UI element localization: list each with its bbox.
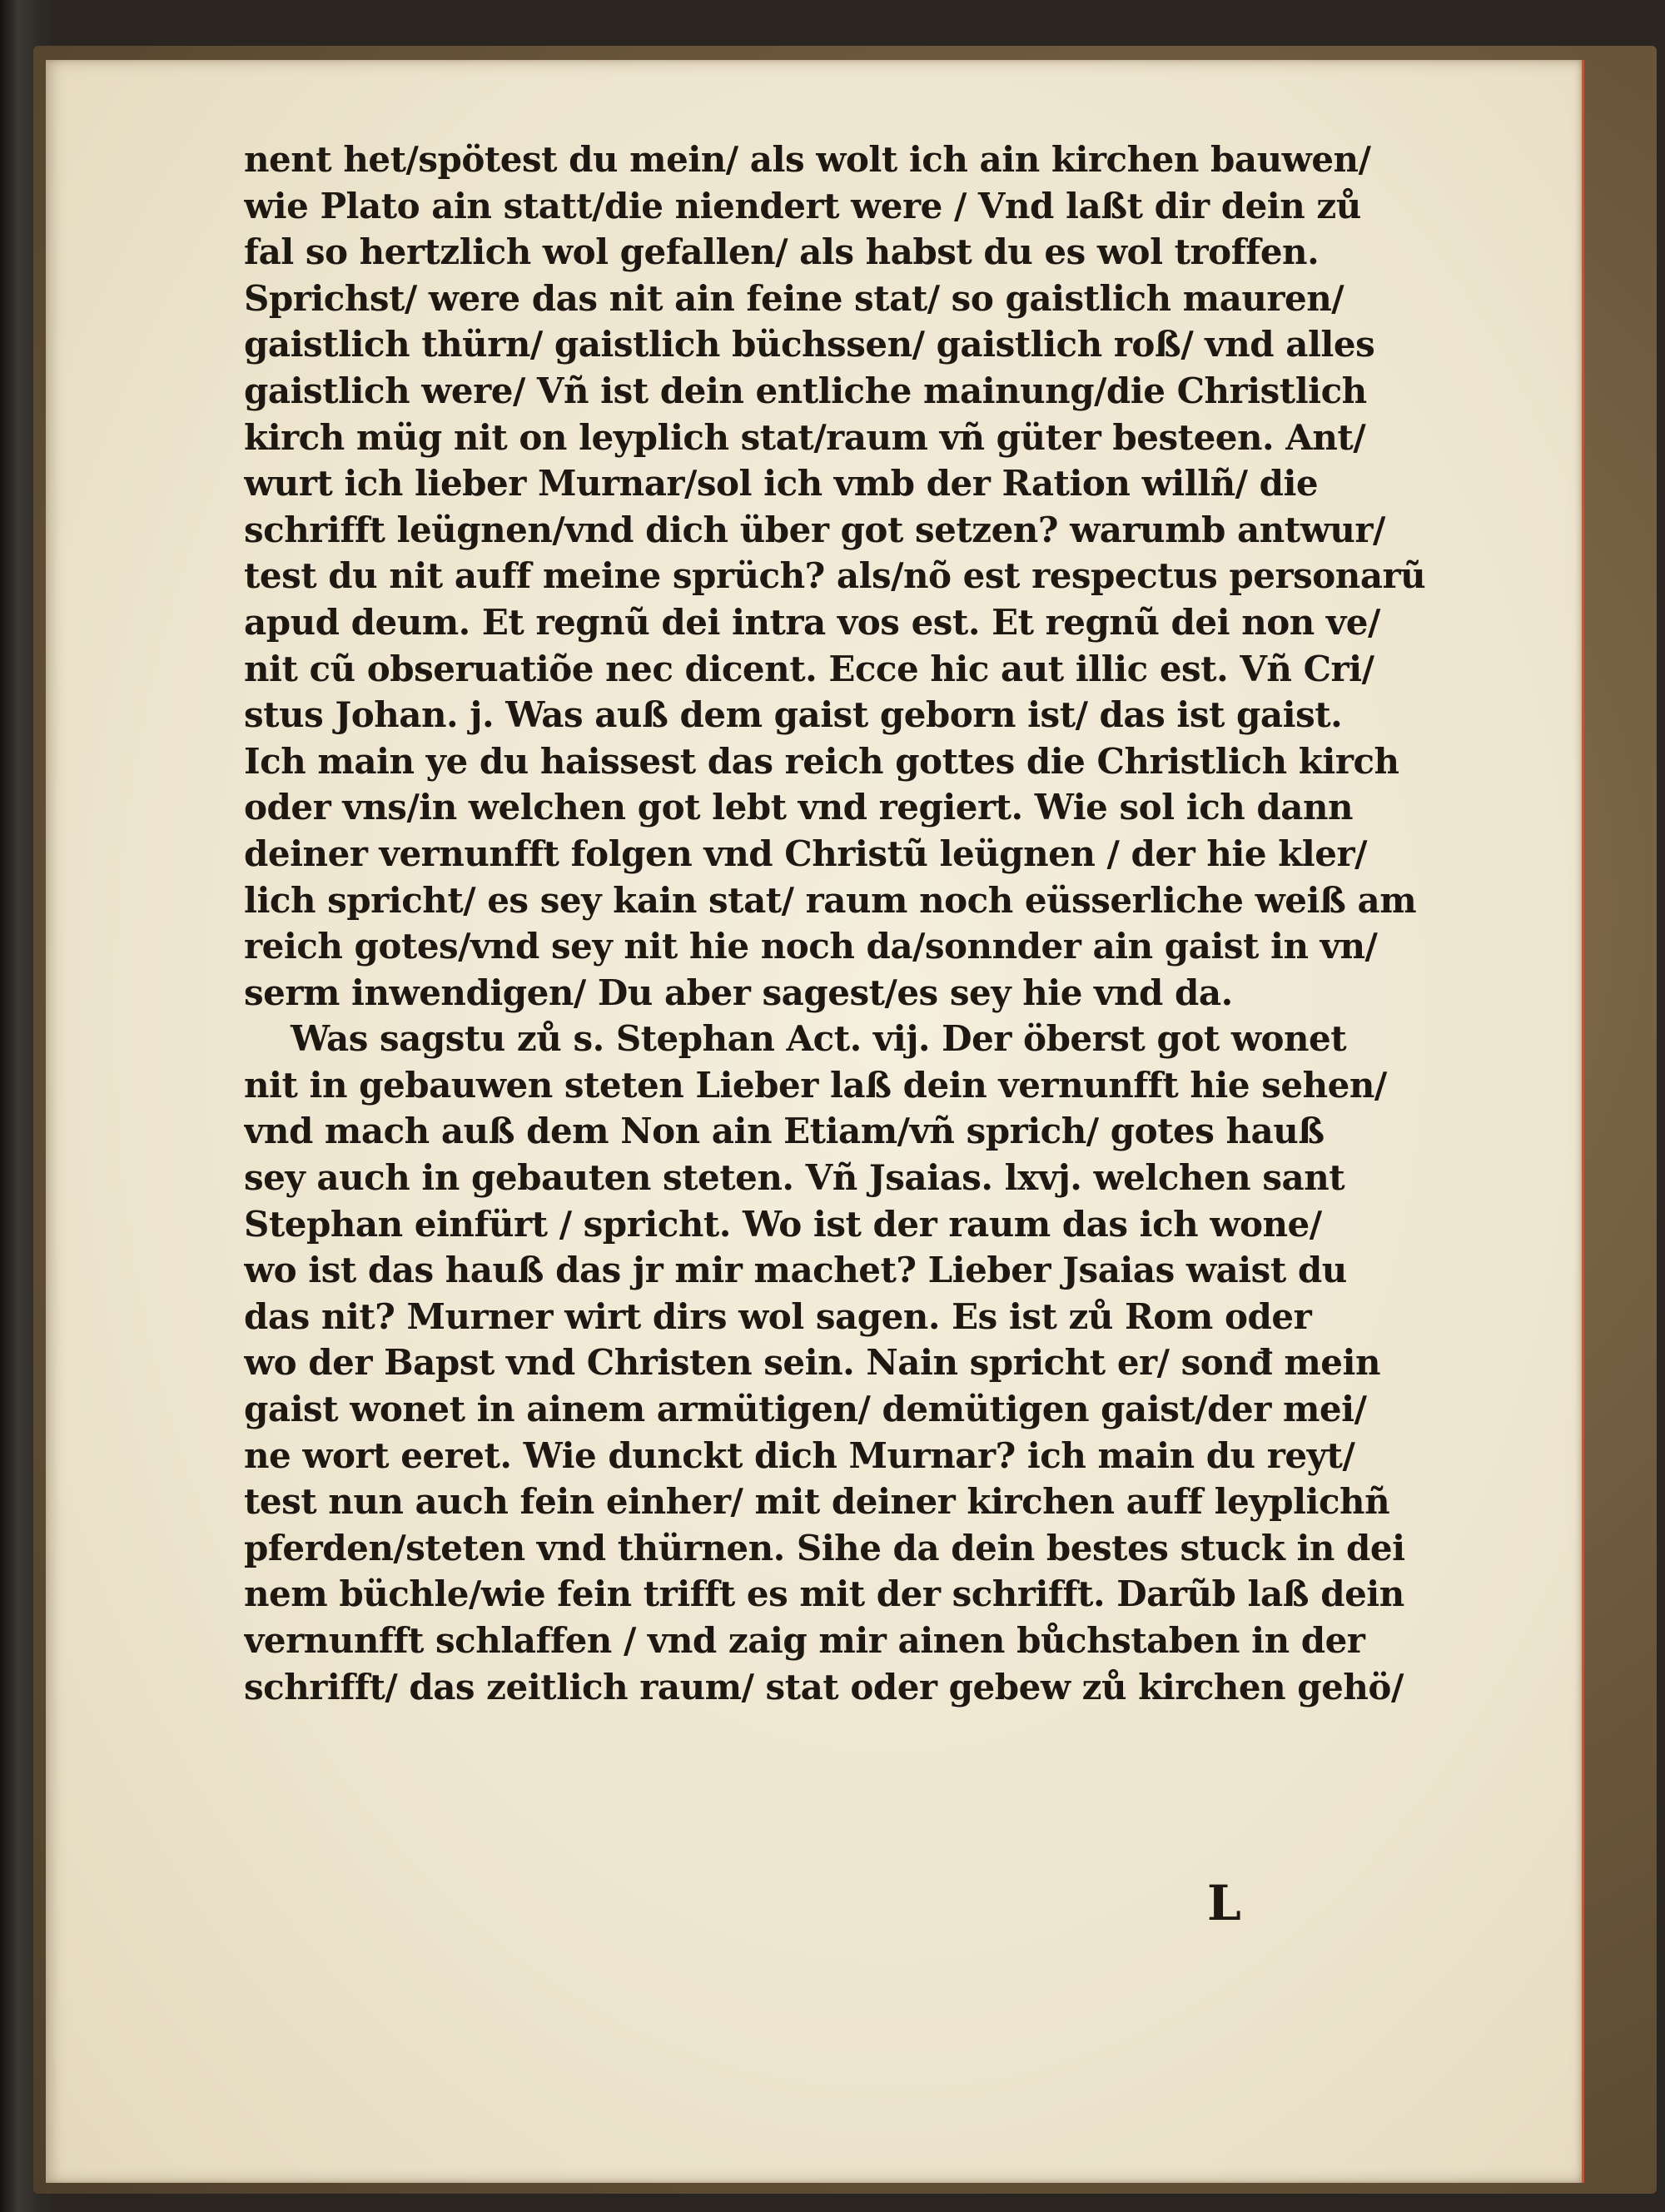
catchword: L	[1207, 1875, 1241, 1931]
text-line: vnd mach auß dem Non ain Etiam/vñ sprich/ gotes hauß	[244, 1111, 1325, 1152]
page-text	[244, 137, 1426, 1710]
text-line: vernunfft schlaffen / vnd zaig mir ainen bůchstaben in der	[244, 1620, 1365, 1661]
text-line: gaistlich thürn/ gaistlich büchssen/ gaistlich roß/ vnd alles	[244, 324, 1375, 365]
paragraph-start-line: Was sagstu zů s. Stephan Act. vij. Der öberst got wonet	[291, 1018, 1347, 1060]
text-line: wo der Bapst vnd Christen sein. Nain spricht er/ sonđ mein	[244, 1342, 1380, 1384]
text-line: nent het/spötest du mein/ als wolt ich ain kirchen bauwen/	[244, 139, 1371, 180]
text-line: lich spricht/ es sey kain stat/ raum noch eüsserliche weiß am	[244, 879, 1417, 921]
text-line: fal so hertzlich wol gefallen/ als habst du es wol troffen.	[244, 231, 1320, 273]
text-line: Sprichst/ were das nit ain feine stat/ so gaistlich mauren/	[244, 277, 1344, 319]
text-line: kirch müg nit on leyplich stat/raum vñ güter besteen. Ant/	[244, 416, 1366, 458]
text-line: deiner vernunfft folgen vnd Christũ leügnen / der hie kler/	[244, 833, 1367, 874]
text-line: reich gotes/vnd sey nit hie noch da/sonnder ain gaist in vn/	[244, 926, 1378, 967]
text-line: schrifft/ das zeitlich raum/ stat oder gebew zů kirchen gehö/	[244, 1666, 1404, 1707]
text-line: schrifft leügnen/vnd dich über got setzen? warumb antwur/	[244, 509, 1385, 550]
text-line: serm inwendigen/ Du aber sagest/es sey hie vnd da.	[244, 972, 1233, 1013]
text-line: ne wort eeret. Wie dunckt dich Murnar? ich main du reyt/	[244, 1434, 1355, 1476]
book-page	[46, 60, 1584, 2183]
text-line: wurt ich lieber Murnar/sol ich vmb der Ration willñ/ die	[244, 463, 1319, 505]
text-line: pferden/steten vnd thürnen. Sihe da dein bestes stuck in dei	[244, 1527, 1405, 1568]
text-line: nem büchle/wie fein trifft es mit der schrifft. Darũb laß dein	[244, 1573, 1404, 1615]
text-line: test du nit auff meine sprüch? als/nõ est respectus personarũ	[244, 555, 1426, 597]
text-line: nit cũ obseruatiõe nec dicent. Ecce hic aut illic est. Vñ Cri/	[244, 648, 1374, 689]
text-line: das nit? Murner wirt dirs wol sagen. Es ist zů Rom oder	[244, 1295, 1312, 1337]
text-line: wo ist das hauß das jr mir machet? Lieber Jsaias waist du	[244, 1250, 1347, 1291]
text-line: apud deum. Et regnũ dei intra vos est. Et regnũ dei non ve/	[244, 601, 1380, 643]
text-line: Stephan einfürt / spricht. Wo ist der raum das ich wone/	[244, 1203, 1322, 1245]
text-line: oder vns/in welchen got lebt vnd regiert. Wie sol ich dann	[244, 787, 1354, 828]
text-line: gaistlich were/ Vñ ist dein entliche mainung/die Christlich	[244, 370, 1367, 411]
text-line: wie Plato ain statt/die niendert were / Vnd laßt dir dein zů	[244, 185, 1361, 226]
text-line: test nun auch fein einher/ mit deiner kirchen auff leyplichñ	[244, 1481, 1390, 1523]
text-line: stus Johan. j. Was auß dem gaist geborn ist/ das ist gaist.	[244, 694, 1343, 736]
text-line: Ich main ye du haissest das reich gottes die Christlich kirch	[244, 740, 1399, 782]
text-line: gaist wonet in ainem armütigen/ demütigen gaist/der mei/	[244, 1389, 1367, 1430]
text-line: nit in gebauwen steten Lieber laß dein vernunfft hie sehen/	[244, 1064, 1387, 1106]
text-line: sey auch in gebauten steten. Vñ Jsaias. lxvj. welchen sant	[244, 1157, 1345, 1199]
